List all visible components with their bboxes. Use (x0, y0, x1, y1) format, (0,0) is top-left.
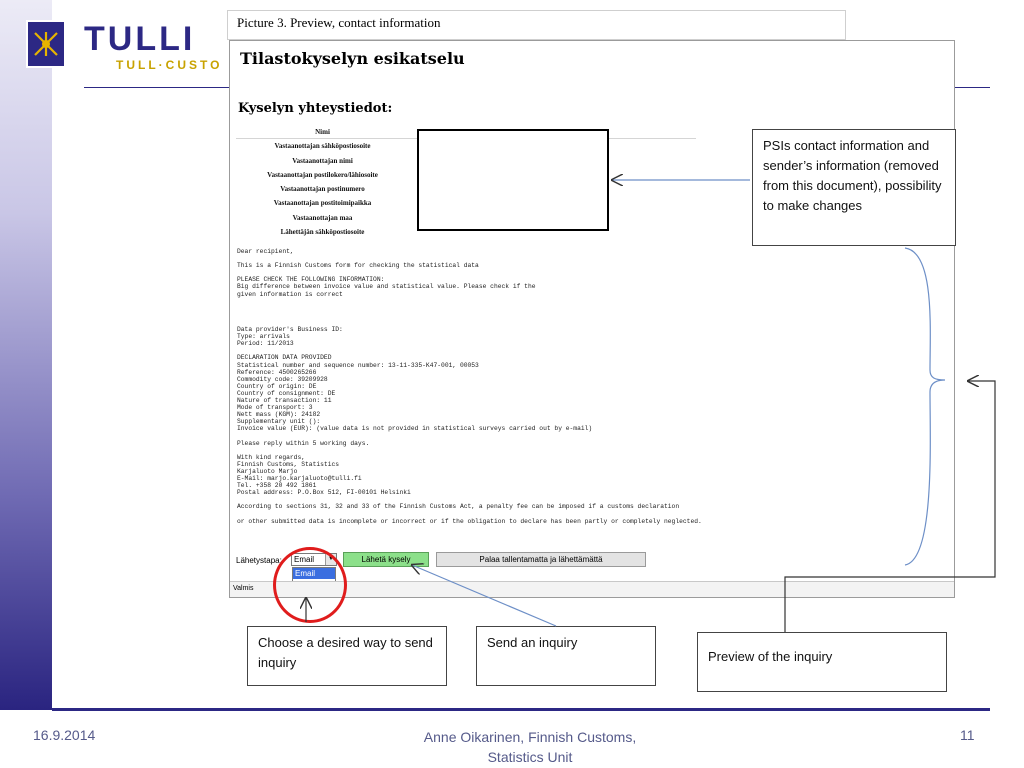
contact-label: Vastaanottajan postinumero (280, 185, 365, 194)
send-method-label: Lähetystapa: (236, 556, 282, 565)
callout-preview: Preview of the inquiry (697, 632, 947, 692)
body-line: This is a Finnish Customs form for checking the statistical data (237, 262, 479, 270)
contact-section-title: Kyselyn yhteystiedot: (238, 101, 393, 116)
contact-label: Vastaanottajan sähköpostiosoite (274, 142, 371, 151)
footer-author-line: Anne Oikarinen, Finnish Customs, (423, 729, 637, 745)
body-line: Postal address: P.O.Box 512, FI-00101 Helsinki (237, 489, 411, 497)
return-without-saving-button[interactable]: Palaa tallentamatta ja lähettämättä (436, 552, 646, 567)
callout-contact-info: PSIs contact information and sender’s information (removed from this document), possibility to make changes (752, 129, 956, 246)
send-inquiry-button[interactable]: Lähetä kysely (343, 552, 429, 567)
page-number: 11 (960, 727, 975, 743)
body-line: Period: 11/2013 (237, 340, 294, 348)
body-line: Big difference between invoice value and statistical value. Please check if the (237, 283, 536, 291)
body-line: Commodity code: 39209928 (237, 375, 328, 383)
status-text: Valmis (233, 585, 254, 592)
body-line: E-Mail: marjo.karjaluoto@tulli.fi (237, 475, 362, 482)
chevron-down-icon[interactable]: ▼ (325, 554, 336, 565)
callout-choose-method: Choose a desired way to send inquiry (247, 626, 447, 686)
contact-label: Lähettäjän sähköpostiosoite (280, 228, 365, 237)
body-line: given information is correct (237, 290, 343, 298)
brand-logo: TULLI (84, 20, 196, 58)
body-line: or other submitted data is incomplete or incorrect or if the obligation to declare has been partly or completely neglected. (237, 517, 702, 525)
arrow-from-preview-callout (785, 381, 995, 632)
picture-caption: Picture 3. Preview, contact information (237, 15, 441, 30)
footer-author-line: Statistics Unit (487, 749, 573, 765)
body-line: Country of origin: DE (237, 382, 317, 390)
body-line: DECLARATION DATA PROVIDED (237, 354, 332, 362)
body-line: Nett mass (KGM): 24182 (237, 411, 321, 419)
body-line: Finnish Customs, Statistics (237, 460, 340, 468)
body-line: According to sections 31, 32 and 33 of the Finnish Customs Act, a penalty fee can be imposed if a customs declaration (237, 503, 680, 511)
form-title: Tilastokyselyn esikatselu (240, 49, 465, 68)
body-line: Reference: 4500265266 (237, 368, 317, 376)
contact-label: Vastaanottajan maa (292, 213, 353, 222)
footer-date: 16.9.2014 (33, 727, 96, 743)
body-line: Supplementary unit (): (237, 418, 321, 426)
body-line: Karjaluoto Marjo (237, 467, 298, 475)
body-line: Dear recipient, (237, 248, 294, 255)
body-line: Country of consignment: DE (237, 389, 336, 397)
send-method-value: Email (294, 555, 315, 564)
body-line: Data provider's Business ID: (237, 326, 343, 334)
contact-label: Vastaanottajan nimi (292, 156, 353, 165)
body-line: With kind regards, (237, 453, 306, 461)
body-line: Type: arrivals (237, 333, 290, 341)
contact-label: Vastaanottajan postitoimipaikka (273, 199, 372, 208)
contact-label: Vastaanottajan postilokero/lähiosoite (267, 170, 378, 179)
contact-label: Nimi (315, 128, 330, 136)
callout-send-inquiry: Send an inquiry (476, 626, 656, 686)
body-line: Tel. +358 20 492 1861 (237, 482, 317, 490)
brace-bracket (905, 248, 945, 565)
body-line: PLEASE CHECK THE FOLLOWING INFORMATION: (237, 276, 385, 284)
dropdown-option-email[interactable]: Email (293, 568, 335, 579)
body-line: Please reply within 5 working days. (237, 439, 370, 447)
body-line: Invoice value (EUR): (value data is not provided in statistical surveys carried out by e-mail) (237, 425, 593, 433)
footer-author (385, 727, 675, 767)
arrow-to-send-button (412, 565, 556, 626)
body-line: Mode of transport: 3 (237, 404, 313, 412)
body-line: Statistical number and sequence number: 13-11-335-K47-001, 00053 (237, 361, 479, 369)
body-line: Nature of transaction: 11 (237, 396, 332, 404)
footer-divider (52, 708, 990, 711)
brand-subtitle: TULL·CUSTO (116, 58, 223, 72)
